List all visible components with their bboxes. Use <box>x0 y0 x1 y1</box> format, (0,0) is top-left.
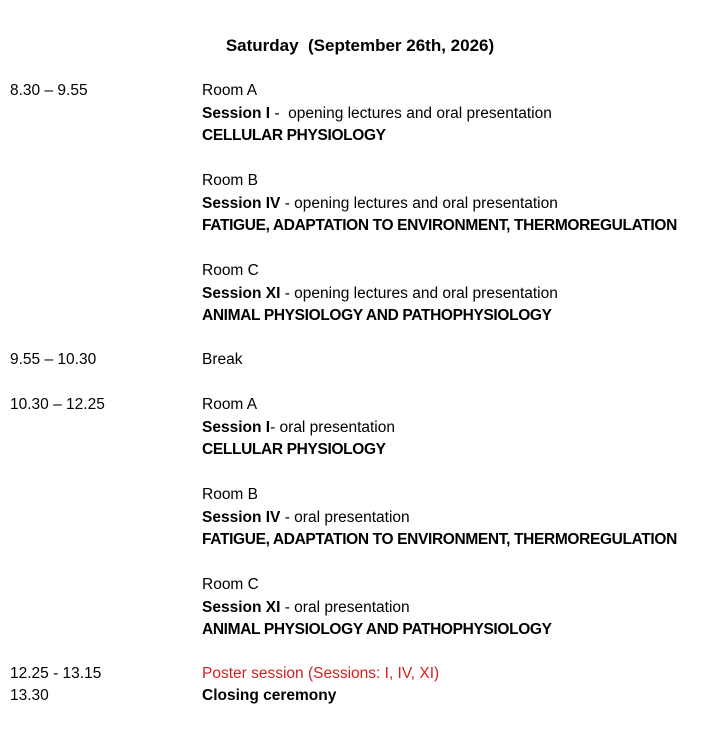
session-topic: CELLULAR PHYSIOLOGY <box>202 127 386 144</box>
closing-ceremony-label: Closing ceremony <box>202 687 337 704</box>
session-line <box>202 283 718 306</box>
time-slot: 13.30 <box>10 687 49 704</box>
session-description: - oral presentation <box>270 418 395 436</box>
room-label: Room A <box>202 396 258 413</box>
time-slot: 9.55 – 10.30 <box>10 351 97 368</box>
session-description: - opening lectures and oral presentation <box>270 104 552 122</box>
session-topic: FATIGUE, ADAPTATION TO ENVIRONMENT, THERMOREGULATION <box>202 531 677 548</box>
page-title: Saturday (September 26th, 2026) <box>225 36 495 55</box>
time-slot: 10.30 – 12.25 <box>10 396 105 413</box>
room-label: Room B <box>202 172 258 189</box>
session-topic: ANIMAL PHYSIOLOGY AND PATHOPHYSIOLOGY <box>202 307 552 324</box>
session-list <box>202 394 718 642</box>
session-name: Session I <box>202 418 271 436</box>
session-topic: CELLULAR PHYSIOLOGY <box>202 441 386 458</box>
room-label: Room C <box>202 262 259 279</box>
time-slot: 8.30 – 9.55 <box>10 82 88 99</box>
session-line <box>202 597 718 620</box>
session-description: - opening lectures and oral presentation <box>280 194 558 212</box>
room-label: Room C <box>202 576 259 593</box>
session-line <box>202 507 718 530</box>
poster-session-label: Poster session (Sessions: I, IV, XI) <box>202 665 440 682</box>
session-name: Session IV <box>202 508 281 526</box>
room-label: Room A <box>202 82 258 99</box>
time-slot: 12.25 - 13.15 <box>10 665 102 682</box>
session-list <box>202 80 718 328</box>
session-topic: FATIGUE, ADAPTATION TO ENVIRONMENT, THERMOREGULATION <box>202 217 677 234</box>
session-description: - opening lectures and oral presentation <box>280 284 558 302</box>
session-topic: ANIMAL PHYSIOLOGY AND PATHOPHYSIOLOGY <box>202 621 552 638</box>
session-description: - oral presentation <box>280 508 410 526</box>
session-name: Session XI <box>202 598 281 616</box>
session-description: - oral presentation <box>280 598 410 616</box>
session-name: Session XI <box>202 284 281 302</box>
session-name: Session I <box>202 104 271 122</box>
break-label: Break <box>202 351 243 368</box>
session-line <box>202 417 718 440</box>
session-line <box>202 193 718 216</box>
session-name: Session IV <box>202 194 281 212</box>
session-line <box>202 103 718 126</box>
room-label: Room B <box>202 486 258 503</box>
